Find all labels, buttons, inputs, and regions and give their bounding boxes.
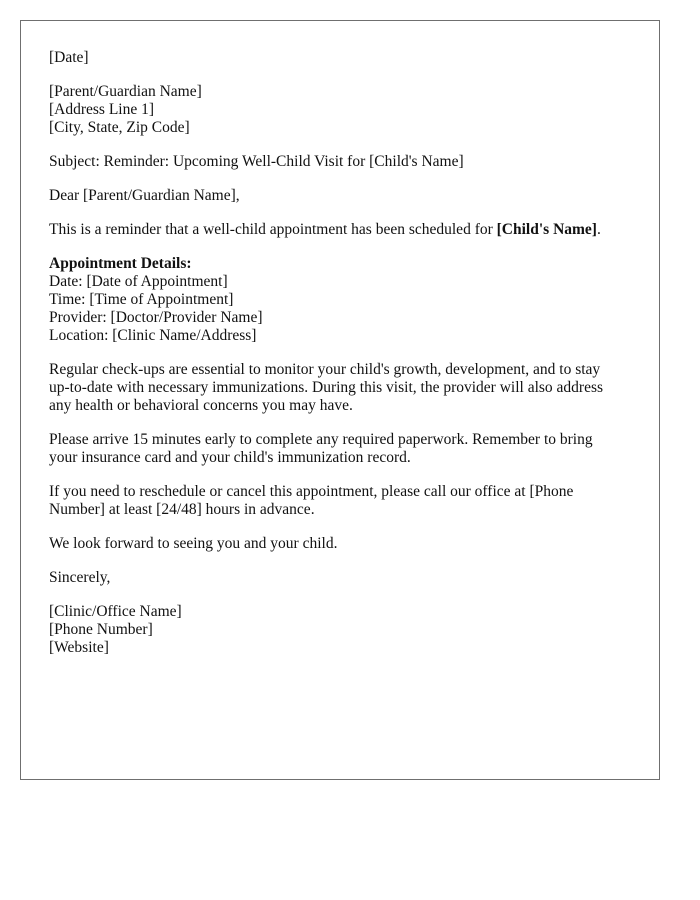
letter-subject: Subject: Reminder: Upcoming Well-Child Visit for [Child's Name] [49, 153, 464, 170]
appointment-time: Time: [Time of Appointment] [49, 291, 234, 308]
recipient-city-state-zip: [City, State, Zip Code] [49, 119, 190, 136]
letter-date: [Date] [49, 49, 89, 66]
sender-website: [Website] [49, 639, 109, 656]
closing-block [49, 535, 639, 553]
subject-block [49, 153, 639, 171]
checkups-line-2: up-to-date with necessary immunizations. During this visit, the provider will also address [49, 379, 604, 396]
intro-paragraph [49, 221, 639, 239]
reschedule-line-1: If you need to reschedule or cancel this appointment, please call our office at [Phone [49, 483, 574, 500]
checkups-line-1: Regular check-ups are essential to monitor your child's growth, development, and to stay [49, 361, 601, 378]
intro-child-name: [Child's Name] [496, 221, 597, 238]
intro-text: This is a reminder that a well-child appointment has been scheduled for [49, 221, 497, 238]
appointment-location: Location: [Clinic Name/Address] [49, 327, 257, 344]
salutation-block [49, 187, 639, 205]
appointment-details [49, 255, 639, 345]
signoff: Sincerely, [49, 569, 111, 586]
checkups-line-3: any health or behavioral concerns you may have. [49, 397, 353, 414]
sender-info [49, 603, 639, 657]
recipient-address [49, 83, 639, 137]
recipient-name: [Parent/Guardian Name] [49, 83, 202, 100]
sender-clinic: [Clinic/Office Name] [49, 603, 182, 620]
salutation: Dear [Parent/Guardian Name], [49, 187, 240, 204]
arrive-line-1: Please arrive 15 minutes early to complete any required paperwork. Remember to bring [49, 431, 593, 448]
sender-phone: [Phone Number] [49, 621, 153, 638]
letter-page [20, 20, 660, 780]
intro-end: . [596, 221, 601, 238]
signoff-block [49, 569, 639, 587]
recipient-address-line1: [Address Line 1] [49, 101, 155, 118]
intro-line [49, 221, 639, 239]
appointment-date: Date: [Date of Appointment] [49, 273, 228, 290]
reschedule-paragraph [49, 483, 639, 519]
arrive-line-2: your insurance card and your child's immunization record. [49, 449, 411, 466]
closing-line: We look forward to seeing you and your child. [49, 535, 338, 552]
appointment-provider: Provider: [Doctor/Provider Name] [49, 309, 263, 326]
reschedule-line-2: Number] at least [24/48] hours in advance. [49, 501, 315, 518]
arrive-paragraph [49, 431, 639, 467]
appointment-heading: Appointment Details: [49, 255, 192, 272]
checkups-paragraph [49, 361, 639, 415]
letter-content [49, 49, 639, 673]
date-block [49, 49, 639, 67]
